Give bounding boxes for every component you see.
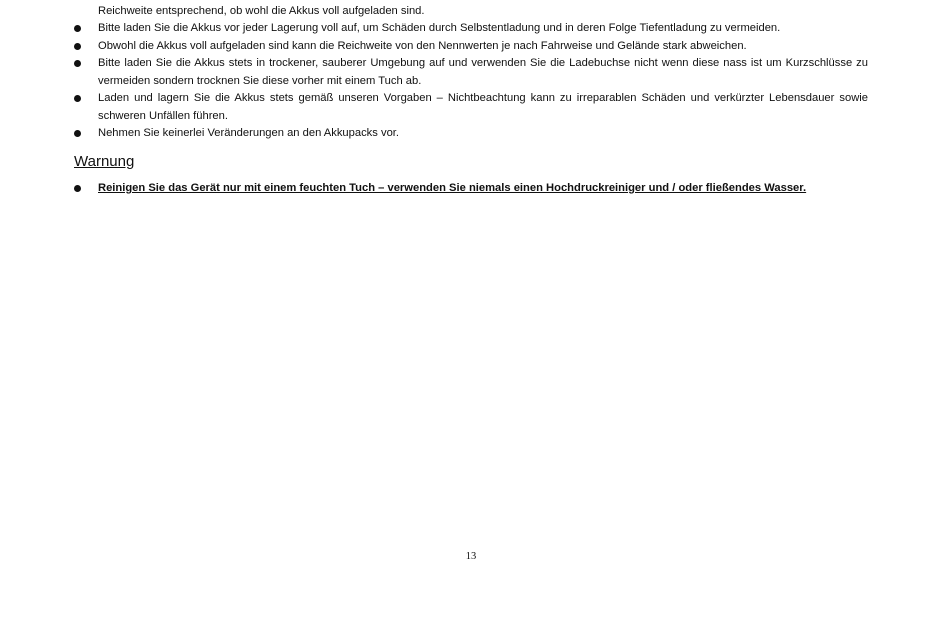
bullet-icon xyxy=(74,43,81,50)
bullet-icon xyxy=(74,130,81,137)
warning-item-text: Reinigen Sie das Gerät nur mit einem feuchten Tuch – verwenden Sie niemals einen Hochdruckreiniger und / oder fließendes Wasser. xyxy=(98,182,807,194)
battery-instructions-list xyxy=(0,20,950,143)
bullet-icon xyxy=(74,25,81,32)
bullet-icon xyxy=(74,95,81,102)
list-item xyxy=(0,125,950,143)
page-number: 13 xyxy=(465,551,477,562)
continuation-text: Reichweite entsprechend, ob wohl die Akkus voll aufgeladen sind. xyxy=(98,5,425,17)
warning-list xyxy=(0,180,950,198)
list-item-text: Bitte laden Sie die Akkus vor jeder Lagerung voll auf, um Schäden durch Selbstentladung und in deren Folge Tiefentladung zu vermeiden. xyxy=(98,22,781,34)
list-item xyxy=(0,20,950,38)
list-item-text: Obwohl die Akkus voll aufgeladen sind kann die Reichweite von den Nennwerten je nach Fahrweise und Gelände stark abweichen. xyxy=(98,39,747,52)
list-item-text: Nehmen Sie keinerlei Veränderungen an den Akkupacks vor. xyxy=(98,127,400,139)
warning-heading: Warnung xyxy=(74,153,135,170)
list-item-text: Laden und lagern Sie die Akkus stets gemäß unseren Vorgaben – Nichtbeachtung kann zu irreparablen Schäden und verkürzter Lebensdauer sowie schweren Unfällen führen. xyxy=(98,92,868,122)
bullet-icon xyxy=(74,185,81,192)
warning-item xyxy=(0,180,950,198)
list-item xyxy=(0,38,950,56)
list-item-text: Bitte laden Sie die Akkus stets in trockener, sauberer Umgebung auf und verwenden Sie die Ladebuchse nicht wenn diese nass ist um Kurzschlüsse zu vermeiden sondern trocknen Sie diese vorher mit einem Tuch ab. xyxy=(98,57,868,87)
list-item xyxy=(0,90,950,125)
list-item xyxy=(0,55,950,90)
bullet-icon xyxy=(74,60,81,67)
